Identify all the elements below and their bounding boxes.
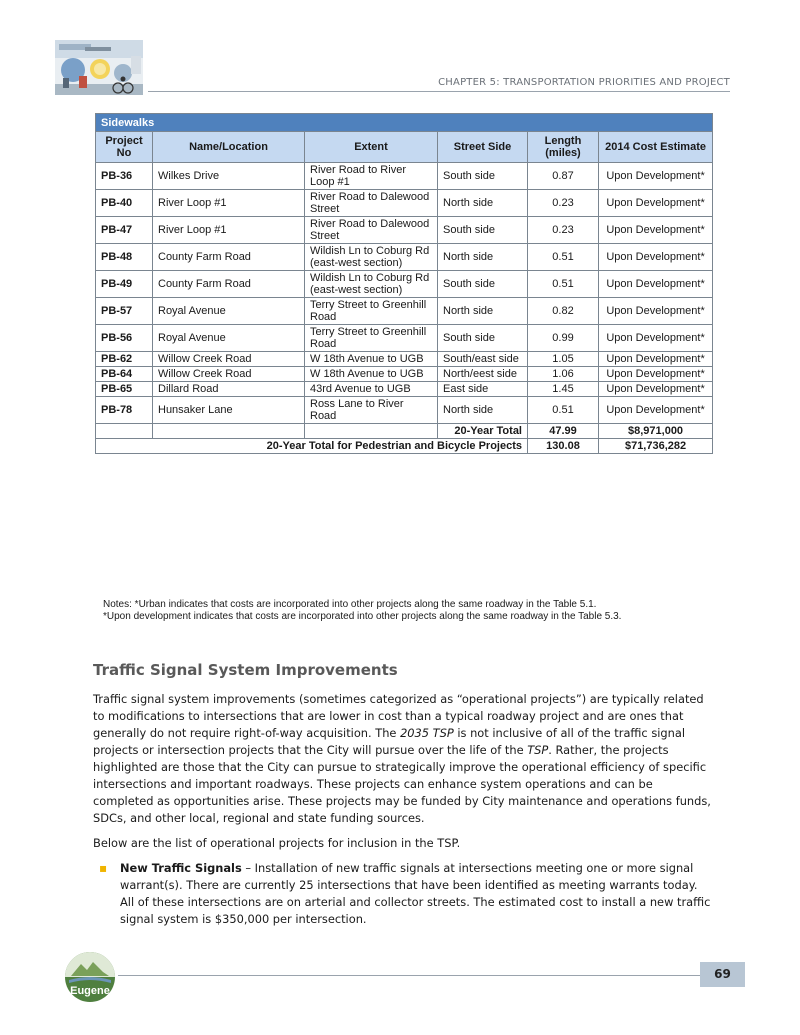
subtotal-cost: $8,971,000 — [599, 424, 713, 439]
cell-cost-estimate: Upon Development* — [599, 190, 713, 217]
cell-length: 0.99 — [528, 325, 599, 352]
section-heading: Traffic Signal System Improvements — [93, 661, 398, 679]
cell-street-side: North/eest side — [438, 367, 528, 382]
cell-extent: River Road to River Loop #1 — [305, 163, 438, 190]
cell-project-no: PB-62 — [96, 352, 153, 367]
table-column-headers — [96, 132, 713, 163]
bullet-text: – Installation of new traffic signals at intersections meeting one or more signal warrant(s). There are currently 25 intersections that have been identified as meeting warrants today. All of these intersections are on arterial and collector streets. The estimated cost to install a new traffic signal system is $350,000 per intersection. — [120, 861, 711, 926]
column-header-length: Length (miles) — [528, 132, 599, 163]
cell-name-location: Dillard Road — [153, 382, 305, 397]
cell-name-location: Wilkes Drive — [153, 163, 305, 190]
cell-project-no: PB-48 — [96, 244, 153, 271]
cell-street-side: North side — [438, 244, 528, 271]
cell-cost-estimate: Upon Development* — [599, 271, 713, 298]
grand-total-cost: $71,736,282 — [599, 439, 713, 454]
subtotal-row — [96, 424, 713, 439]
cell-name-location: River Loop #1 — [153, 190, 305, 217]
bullet-icon: ▪ — [99, 861, 108, 875]
table-row — [96, 367, 713, 382]
table-row — [96, 217, 713, 244]
note-urban: Notes: *Urban indicates that costs are incorporated into other projects along the same roadway in the Table 5.1. — [103, 599, 597, 610]
cell-street-side: South side — [438, 325, 528, 352]
column-header-name-location: Name/Location — [153, 132, 305, 163]
cell-extent: Wildish Ln to Coburg Rd (east-west section) — [305, 244, 438, 271]
table-row — [96, 352, 713, 367]
cell-length: 0.87 — [528, 163, 599, 190]
note-upon-development: *Upon development indicates that costs are incorporated into other projects along the same roadway in the Table 5.3. — [103, 610, 622, 622]
cell-street-side: North side — [438, 298, 528, 325]
grand-total-row — [96, 439, 713, 454]
cell-cost-estimate: Upon Development* — [599, 163, 713, 190]
cell-name-location: Royal Avenue — [153, 298, 305, 325]
cell-name-location: Hunsaker Lane — [153, 397, 305, 424]
cell-extent: Ross Lane to River Road — [305, 397, 438, 424]
cell-street-side: North side — [438, 190, 528, 217]
cell-project-no: PB-64 — [96, 367, 153, 382]
table-notes — [103, 599, 713, 622]
cell-street-side: South side — [438, 163, 528, 190]
sidewalks-table — [95, 113, 713, 454]
cell-project-no: PB-47 — [96, 217, 153, 244]
table-row — [96, 397, 713, 424]
cell-project-no: PB-36 — [96, 163, 153, 190]
cell-extent: Wildish Ln to Coburg Rd (east-west section) — [305, 271, 438, 298]
cell-cost-estimate: Upon Development* — [599, 217, 713, 244]
cell-extent: W 18th Avenue to UGB — [305, 367, 438, 382]
cell-street-side: North side — [438, 397, 528, 424]
cell-cost-estimate: Upon Development* — [599, 352, 713, 367]
table-row — [96, 190, 713, 217]
bullet-item-new-traffic-signals — [93, 860, 713, 928]
cell-name-location: County Farm Road — [153, 244, 305, 271]
cell-length: 0.23 — [528, 190, 599, 217]
eugene-logo — [63, 950, 117, 1004]
cell-project-no: PB-49 — [96, 271, 153, 298]
cell-extent: Terry Street to Greenhill Road — [305, 298, 438, 325]
cell-extent: Terry Street to Greenhill Road — [305, 325, 438, 352]
cell-street-side: East side — [438, 382, 528, 397]
column-header-extent: Extent — [305, 132, 438, 163]
column-header-project-no: Project No — [96, 132, 153, 163]
table-section-header — [96, 114, 713, 132]
section-body — [93, 691, 713, 928]
cell-length: 0.23 — [528, 217, 599, 244]
grand-total-label: 20-Year Total for Pedestrian and Bicycle Projects — [96, 439, 528, 454]
cell-name-location: Royal Avenue — [153, 325, 305, 352]
cell-extent: River Road to Dalewood Street — [305, 217, 438, 244]
cell-length: 1.06 — [528, 367, 599, 382]
cell-name-location: Willow Creek Road — [153, 367, 305, 382]
cell-name-location: River Loop #1 — [153, 217, 305, 244]
cell-length: 0.51 — [528, 244, 599, 271]
table-row — [96, 382, 713, 397]
column-header-cost-estimate: 2014 Cost Estimate — [599, 132, 713, 163]
cell-street-side: South/east side — [438, 352, 528, 367]
table-row — [96, 244, 713, 271]
cell-project-no: PB-65 — [96, 382, 153, 397]
cell-cost-estimate: Upon Development* — [599, 325, 713, 352]
table-row — [96, 298, 713, 325]
cell-project-no: PB-56 — [96, 325, 153, 352]
subtotal-length: 47.99 — [528, 424, 599, 439]
cell-project-no: PB-78 — [96, 397, 153, 424]
column-header-street-side: Street Side — [438, 132, 528, 163]
list-intro-paragraph: Below are the list of operational projects for inclusion in the TSP. — [93, 836, 461, 850]
cell-length: 1.05 — [528, 352, 599, 367]
cell-cost-estimate: Upon Development* — [599, 298, 713, 325]
cell-length: 0.51 — [528, 397, 599, 424]
grand-total-length: 130.08 — [528, 439, 599, 454]
cell-cost-estimate: Upon Development* — [599, 397, 713, 424]
cell-name-location: Willow Creek Road — [153, 352, 305, 367]
cell-cost-estimate: Upon Development* — [599, 244, 713, 271]
table-row — [96, 271, 713, 298]
cell-project-no: PB-40 — [96, 190, 153, 217]
cell-length: 0.51 — [528, 271, 599, 298]
cell-extent: River Road to Dalewood Street — [305, 190, 438, 217]
cell-length: 1.45 — [528, 382, 599, 397]
page-number: 69 — [700, 962, 745, 987]
table-row — [96, 325, 713, 352]
table-section-title: Sidewalks — [96, 114, 713, 132]
table-row — [96, 163, 713, 190]
footer-rule — [118, 975, 700, 976]
bullet-title: New Traffic Signals — [120, 861, 242, 875]
intro-paragraph: Traffic signal system improvements (sometimes categorized as “operational projects”) are typically related to modifications to intersections that are lower in cost than a typical roadway project and are ones that generally do not require right-of-way acquisition. The 2035 TSP is not inclusive of all of the traffic signal projects or intersection projects that the City will pursue over the life of the TSP. Rather, the projects highlighted are those that the City can pursue to strategically improve the operational efficiency of specific intersections and important roadways. These projects can enhance system operations and can be completed as opportunities arise. These projects may be funded by City maintenance and operations funds, SDCs, and other local, regional and state funding sources. — [93, 692, 711, 825]
cell-cost-estimate: Upon Development* — [599, 367, 713, 382]
cell-street-side: South side — [438, 271, 528, 298]
cell-extent: W 18th Avenue to UGB — [305, 352, 438, 367]
chapter-title: CHAPTER 5: TRANSPORTATION PRIORITIES AND PROJECT — [438, 77, 730, 88]
cell-cost-estimate: Upon Development* — [599, 382, 713, 397]
cell-extent: 43rd Avenue to UGB — [305, 382, 438, 397]
cell-street-side: South side — [438, 217, 528, 244]
cell-name-location: County Farm Road — [153, 271, 305, 298]
cell-project-no: PB-57 — [96, 298, 153, 325]
header-collage-illustration — [55, 40, 143, 95]
cell-length: 0.82 — [528, 298, 599, 325]
logo-text: Eugene — [70, 985, 110, 997]
header-rule — [148, 91, 730, 92]
subtotal-label: 20-Year Total — [438, 424, 528, 439]
